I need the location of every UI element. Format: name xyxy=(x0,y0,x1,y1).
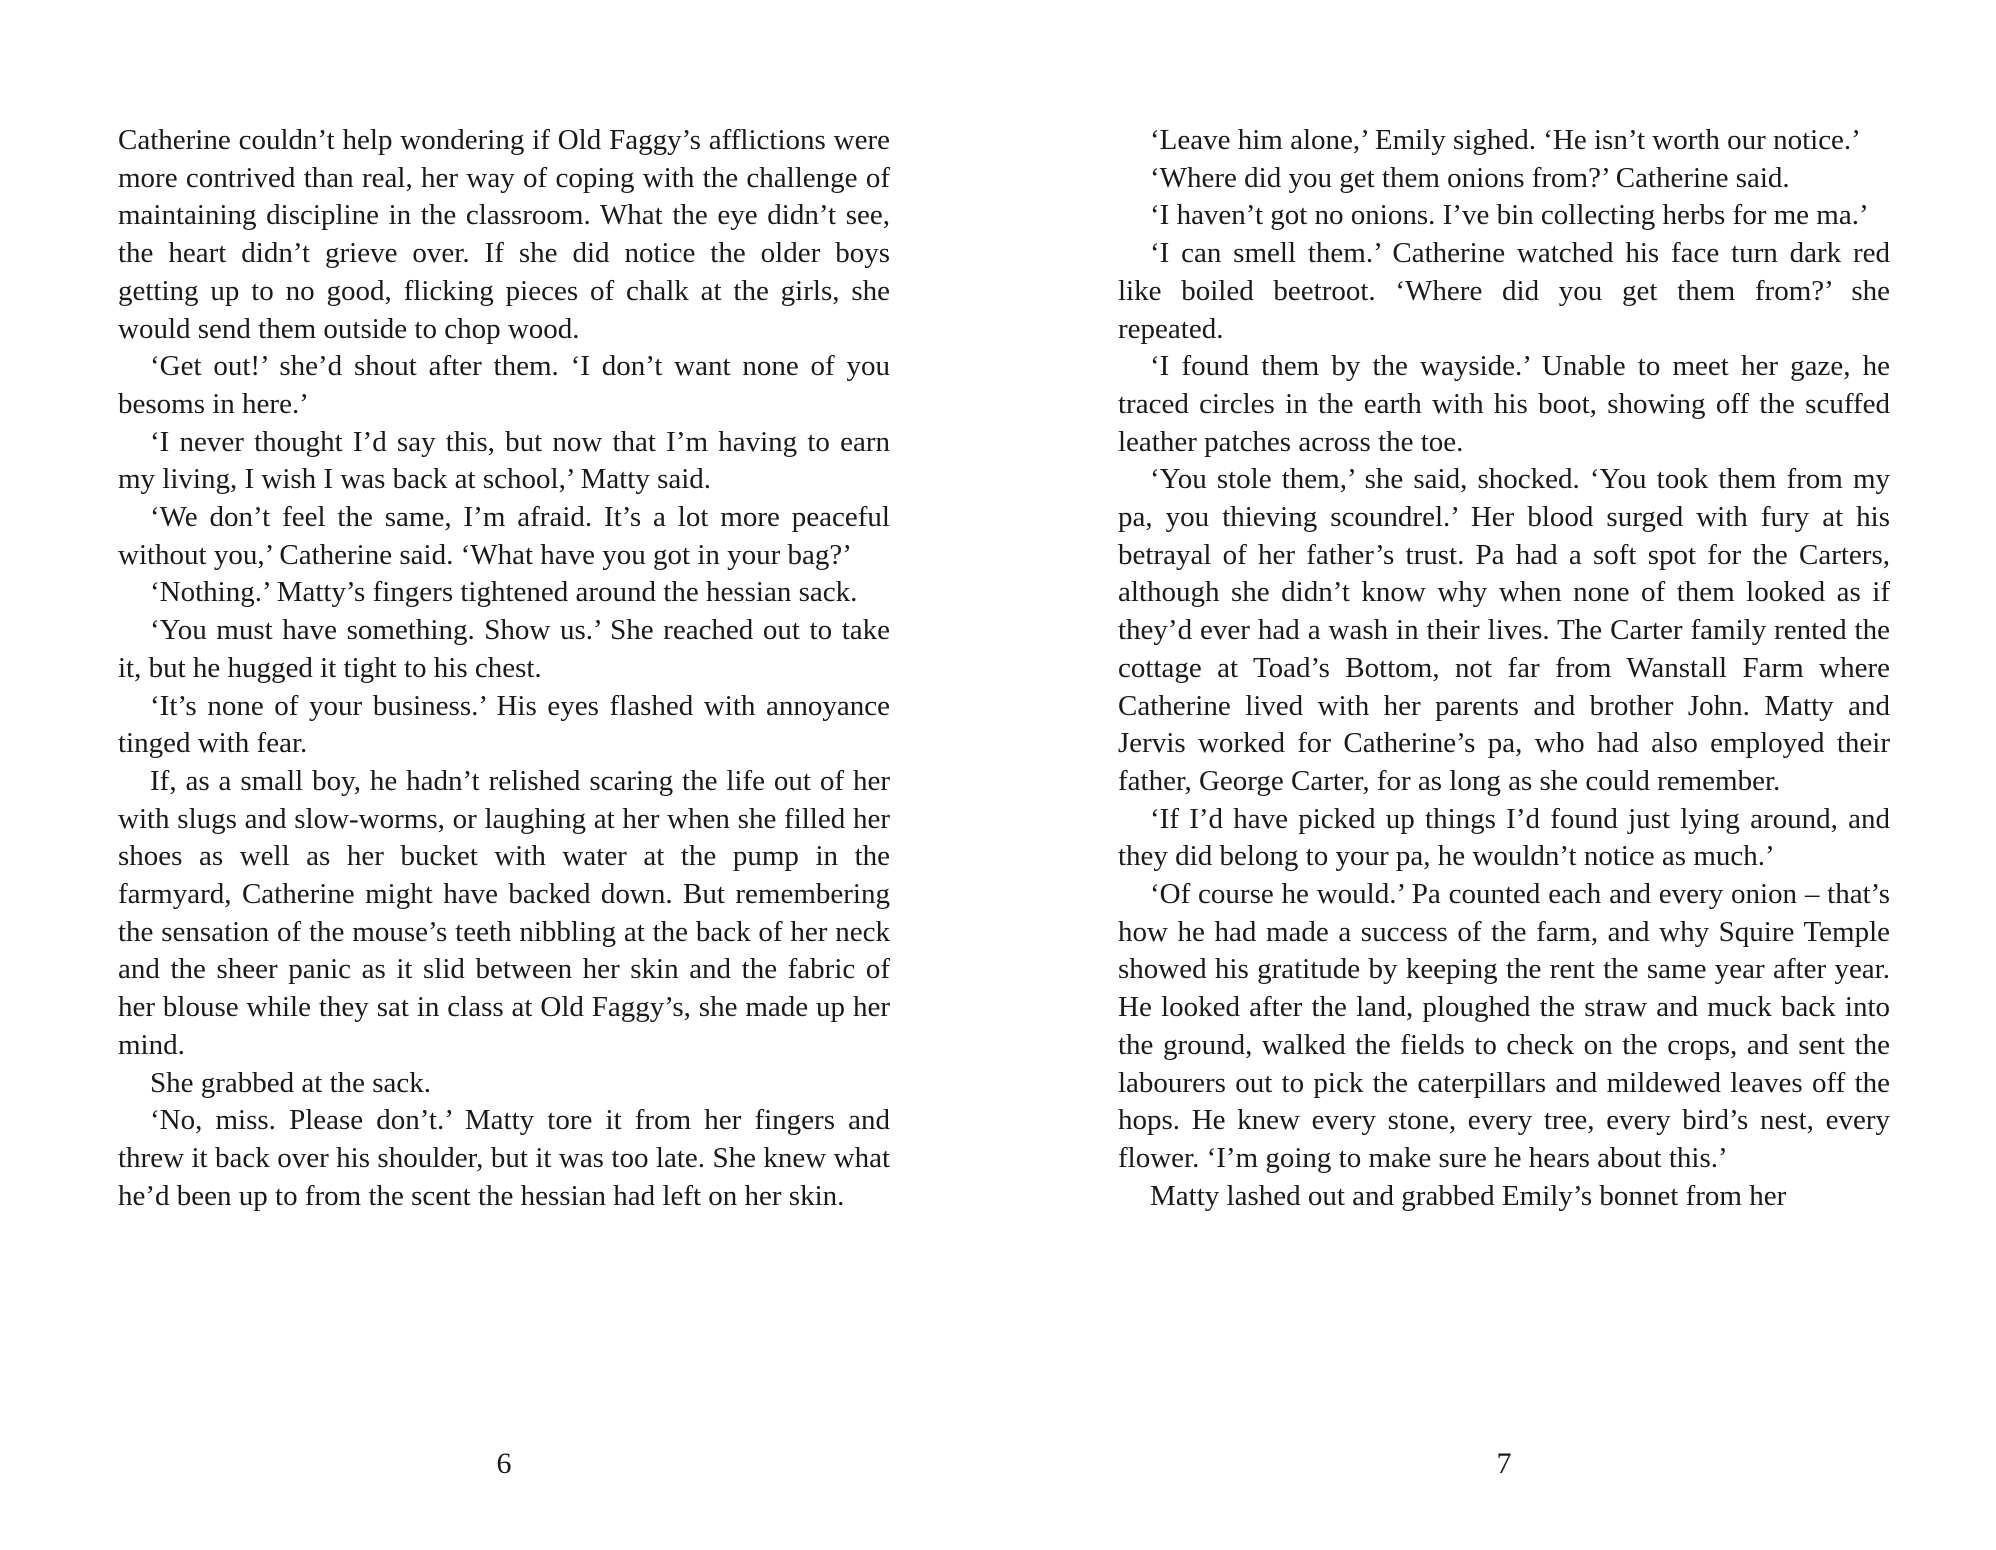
paragraph: ‘Nothing.’ Matty’s fingers tightened around the hessian sack. xyxy=(150,576,858,609)
paragraph: ‘Where did you get them onions from?’ Catherine said. xyxy=(1150,161,1790,194)
paragraph: ‘Get out!’ she’d shout after them. ‘I don’t want none of you besoms in here.’ xyxy=(118,350,890,420)
page-number-right: 7 xyxy=(1496,1447,1512,1480)
paragraph: ‘No, miss. Please don’t.’ Matty tore it from her fingers and threw it back over his shoulder, but it was too late. She knew what he’d been up to from the scent the hessian had left on her skin. xyxy=(118,1104,890,1212)
paragraph: If, as a small boy, he hadn’t relished scaring the life out of her with slugs and slow-worms, or laughing at her when she filled her shoes as well as her bucket with water at the pump in the farmyard, Catherine might have backed down. But remembering the sensation of the mouse’s teeth nibbling at the back of her neck and the sheer panic as it slid between her skin and the fabric of her blouse while they sat in class at Old Faggy’s, she made up her mind. xyxy=(118,764,890,1061)
paragraph: ‘Leave him alone,’ Emily sighed. ‘He isn’t worth our notice.’ xyxy=(1150,124,1861,156)
paragraph: ‘I never thought I’d say this, but now that I’m having to earn my living, I wish I was back at school,’ Matty said. xyxy=(118,425,890,496)
paragraph: ‘If I’d have picked up things I’d found just lying around, and they did belong to your pa, he wouldn’t notice as much.’ xyxy=(1118,802,1890,873)
page-number-left: 6 xyxy=(496,1447,512,1480)
right-page-text xyxy=(1118,122,1890,1215)
paragraph: ‘I found them by the wayside.’ Unable to meet her gaze, he traced circles in the earth with his boot, showing off the scuffed leather patches across the toe. xyxy=(1118,350,1890,458)
left-page-text xyxy=(118,122,890,1215)
paragraph: ‘I haven’t got no onions. I’ve bin collecting herbs for me ma.’ xyxy=(1150,199,1869,232)
paragraph: ‘Of course he would.’ Pa counted each and every onion – that’s how he had made a success of the farm, and why Squire Temple showed his gratitude by keeping the rent the same year after year. He looked after the land, ploughed the straw and muck back into the ground, walked the fields to check on the crops, and sent the labourers out to pick the caterpillars and mildewed leaves off the hops. He knew every stone, every tree, every bird’s nest, every flower. ‘I’m going to make sure he hears about this.’ xyxy=(1118,878,1890,1174)
paragraph: Matty lashed out and grabbed Emily’s bonnet from her xyxy=(1150,1179,1787,1212)
paragraph: ‘I can smell them.’ Catherine watched his face turn dark red like boiled beetroot. ‘Where did you get them from?’ she repeated. xyxy=(1118,237,1890,345)
paragraph: ‘You stole them,’ she said, shocked. ‘You took them from my pa, you thieving scoundrel.’ Her blood surged with fury at his betrayal of her father’s trust. Pa had a soft spot for the Carters, although she didn’t know why when none of them looked as if they’d ever had a wash in their lives. The Carter family rented the cottage at Toad’s Bottom, not far from Wanstall Farm where Catherine lived with her parents and brother John. Matty and Jervis worked for Catherine’s pa, who had also employed their father, George Carter, for as long as she could remember. xyxy=(1118,463,1890,797)
paragraph: ‘You must have something. Show us.’ She reached out to take it, but he hugged it tight to his chest. xyxy=(118,614,890,684)
paragraph: She grabbed at the sack. xyxy=(150,1066,432,1099)
paragraph: ‘It’s none of your business.’ His eyes flashed with annoyance tinged with fear. xyxy=(118,689,890,760)
paragraph: Catherine couldn’t help wondering if Old Faggy’s afflictions were more contrived than real, her way of coping with the challenge of maintaining discipline in the classroom. What the eye didn’t see, the heart didn’t grieve over. If she did notice the older boys getting up to no good, flicking pieces of chalk at the girls, she would send them outside to chop wood. xyxy=(118,124,890,345)
paragraph: ‘We don’t feel the same, I’m afraid. It’s a lot more peaceful without you,’ Catherine said. ‘What have you got in your bag?’ xyxy=(118,501,890,571)
